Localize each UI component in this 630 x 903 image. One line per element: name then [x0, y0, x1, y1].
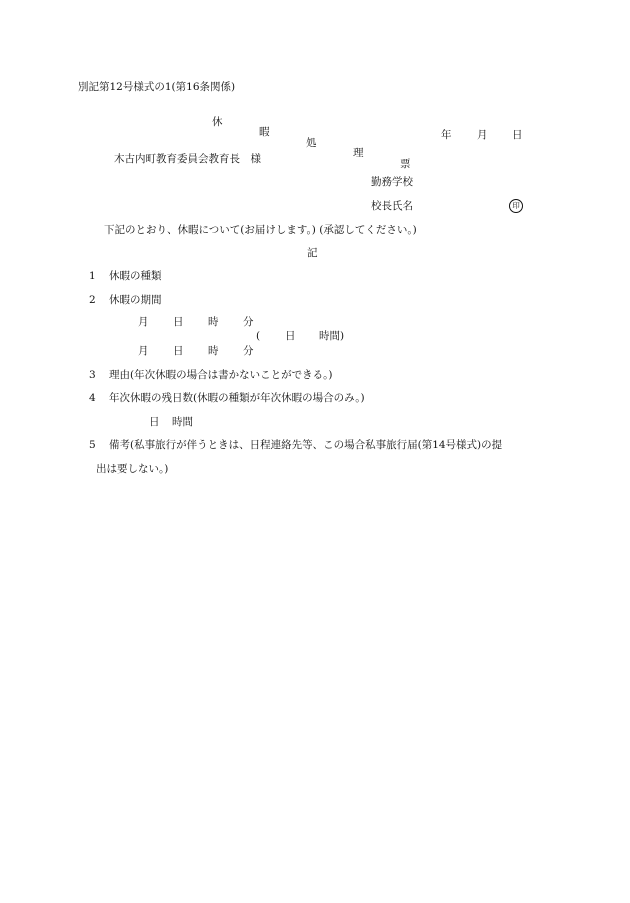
to-minute-unit: 分 — [243, 345, 254, 357]
principal-label: 校長氏名 — [371, 200, 413, 212]
remaining-hour-unit: 時間 — [172, 416, 193, 428]
to-hour-unit: 時 — [208, 345, 219, 357]
duration-hour-unit: 時間) — [319, 330, 345, 342]
duration-open-paren: ( — [256, 330, 261, 342]
item-label-continuation: 出は要しない。) — [96, 463, 169, 475]
to-day-unit: 日 — [173, 345, 184, 357]
intro-text: 下記のとおり、休暇について(お届けします。) (承認してください。) — [104, 224, 417, 236]
to-month-unit: 月 — [138, 345, 149, 357]
item-label: 休暇の種類 — [109, 270, 162, 282]
date-day-label: 日 — [512, 129, 523, 141]
duration-day-unit: 日 — [285, 330, 296, 342]
title-char: 暇 — [259, 126, 270, 138]
item-label: 年次休暇の残日数(休暇の種類が年次休暇の場合のみ。) — [109, 392, 365, 404]
item-number: 1 — [89, 270, 96, 282]
title-char: 票 — [400, 157, 411, 170]
item-label: 備考(私事旅行が伴うときは、日程連絡先等、この場合私事旅行届(第14号様式)の提 — [109, 439, 503, 451]
title-char: 休 — [212, 115, 223, 128]
item-label: 休暇の期間 — [109, 294, 162, 306]
date-year-label: 年 — [441, 129, 452, 141]
ki-heading: 記 — [307, 247, 318, 259]
remaining-day-unit: 日 — [149, 416, 160, 428]
document-title — [212, 106, 411, 180]
addressee: 木古内町教育委員会教育長 様 — [114, 153, 261, 165]
item-label: 理由(年次休暇の場合は書かないことができる。) — [109, 369, 333, 381]
title-char: 理 — [353, 147, 364, 159]
from-hour-unit: 時 — [208, 316, 219, 328]
item-number: 2 — [89, 294, 96, 306]
from-day-unit: 日 — [173, 316, 184, 328]
item-number: 5 — [89, 439, 96, 451]
title-char: 処 — [306, 136, 317, 149]
from-month-unit: 月 — [138, 316, 149, 328]
school-label: 勤務学校 — [371, 176, 413, 188]
date-month-label: 月 — [477, 129, 488, 141]
form-reference: 別記第12号様式の1(第16条関係) — [78, 81, 236, 93]
item-number: 3 — [89, 369, 96, 381]
from-minute-unit: 分 — [243, 316, 254, 328]
seal-icon: 印 — [509, 199, 523, 213]
item-number: 4 — [89, 392, 96, 404]
